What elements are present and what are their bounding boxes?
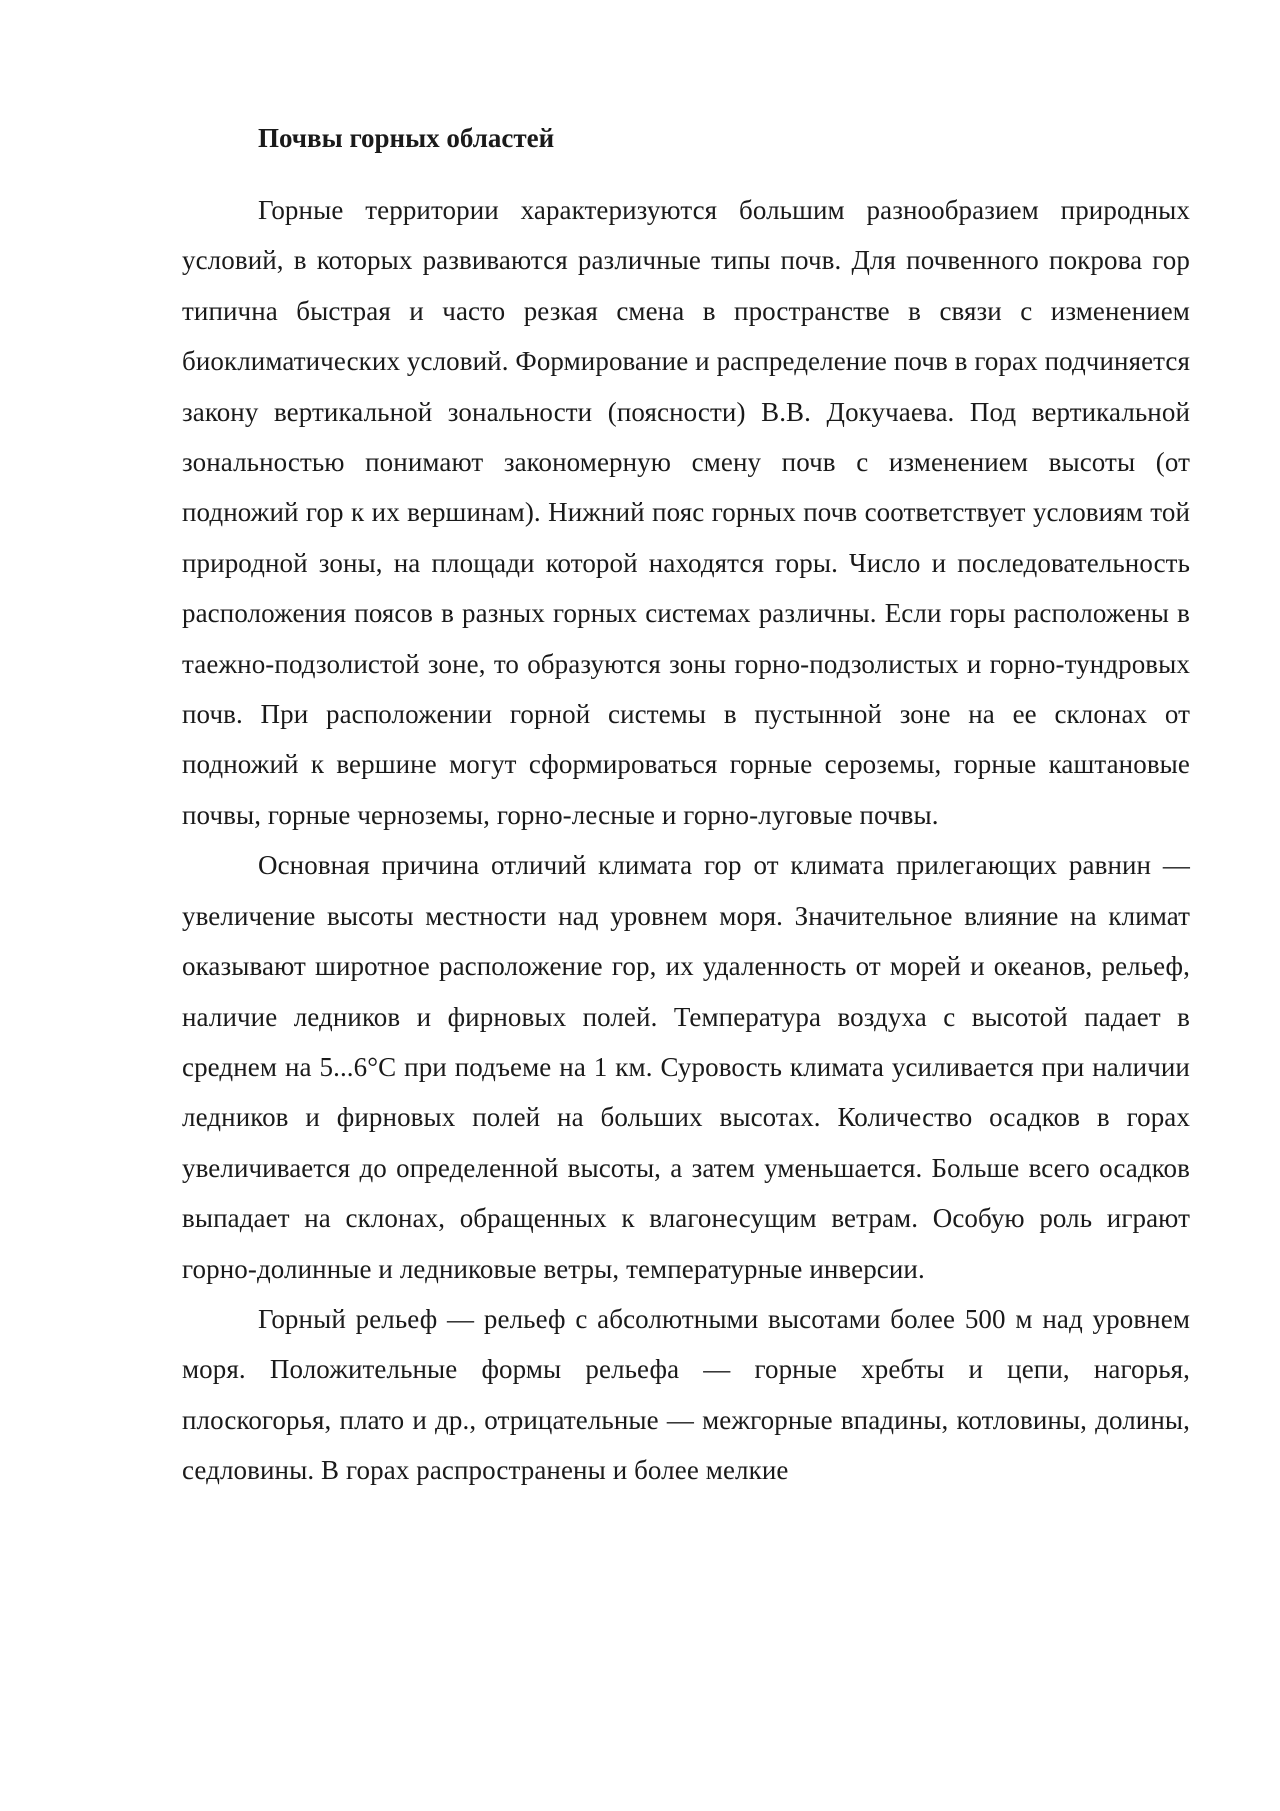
paragraph: Горный рельеф — рельеф с абсолютными высотами более 500 м над уровнем моря. Положительные формы рельефа — горные хребты и цепи, нагорья, плоскогорья, плато и др., отрицательные — межгорные впадины, котловины, долины, седловины. В горах распространены и более мелкие	[182, 1303, 1190, 1486]
document-body	[182, 118, 1190, 1496]
paragraph: Основная причина отличий климата гор от климата прилегающих равнин — увеличение высоты местности над уровнем моря. Значительное влияние на климат оказывают широтное расположение гор, их удаленность от морей и океанов, рельеф, наличие ледников и фирновых полей. Температура воздуха с высотой падает в среднем на 5...6°С при подъеме на 1 км. Суровость климата усиливается при наличии ледников и фирновых полей на больших высотах. Количество осадков в горах увеличивается до определенной высоты, а затем уменьшается. Больше всего осадков выпадает на склонах, обращенных к влагонесущим ветрам. Особую роль играют горно-долинные и ледниковые ветры, температурные инверсии.	[182, 850, 1190, 1284]
paragraph: Горные территории характеризуются большим разнообразием природных условий, в которых развиваются различные типы почв. Для почвенного покрова гор типична быстрая и часто резкая смена в пространстве в связи с изменением биоклиматических условий. Формирование и распределение почв в горах подчиняется закону вертикальной зональности (поясности) В.В. Докучаева. Под вертикальной зональностью понимают закономерную смену почв с изменением высоты (от подножий гор к их вершинам). Нижний пояс горных почв соответствует условиям той природной зоны, на площади которой находятся горы. Число и последовательность расположения поясов в разных горных системах различны. Если горы расположены в таежно-подзолистой зоне, то образуются зоны горно-подзолистых и горно-тундровых почв. При расположении горной системы в пустынной зоне на ее склонах от подножий к вершине могут сформироваться горные сероземы, горные каштановые почвы, горные черноземы, горно-лесные и горно-луговые почвы.	[182, 195, 1191, 830]
document-title: Почвы горных областей	[258, 123, 555, 153]
